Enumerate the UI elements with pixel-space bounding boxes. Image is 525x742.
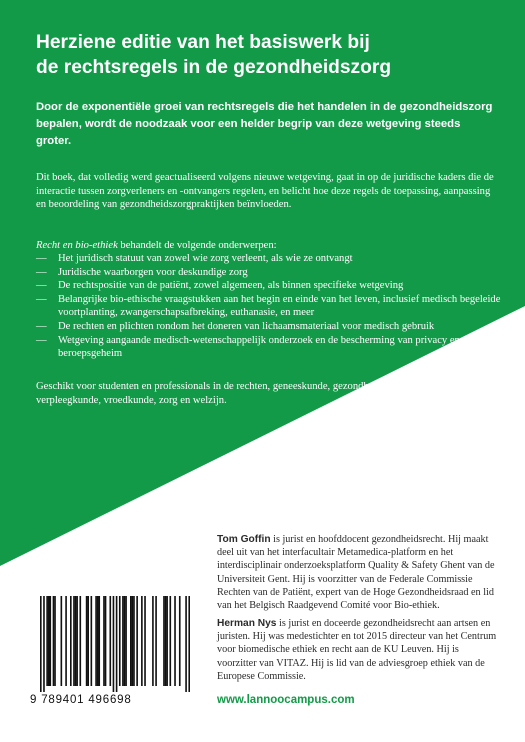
barcode-bar [141, 596, 143, 686]
barcode-bar [95, 596, 97, 686]
publisher-website-link[interactable]: www.lannoocampus.com [217, 694, 355, 706]
barcode-bar [133, 596, 135, 686]
book-title-italic: Recht en bio-ethiek [36, 240, 118, 251]
title-line-2: de rechtsregels in de gezondheidszorg [36, 57, 392, 78]
topic-text: Het juridisch statuut van zowel wie zorg verleent, als wie ze ontvangt [58, 253, 353, 264]
topic-item [36, 320, 506, 334]
audience-text: Geschikt voor studenten en professionals in de rechten, geneeskunde, gezondheidszorg, verpleegkunde, vroedkunde, zorg en welzijn. [36, 381, 408, 406]
barcode-bar [155, 596, 157, 686]
barcode-bar [119, 596, 121, 686]
barcode-bar [130, 596, 132, 686]
topic-item [36, 279, 506, 293]
barcode-bar [152, 596, 154, 686]
barcode-bar [124, 596, 126, 686]
barcode-bar [54, 596, 56, 686]
barcode-bar [86, 596, 88, 686]
isbn-number: 9 789401 496698 [30, 694, 132, 706]
barcode-bar [105, 596, 107, 686]
barcode-bar [136, 596, 138, 686]
title-line-1: Herziene editie van het basiswerk bij [36, 32, 370, 53]
barcode-bar [165, 596, 167, 686]
topic-item [36, 252, 506, 266]
author-name: Herman Nys [217, 618, 277, 629]
topics-intro [36, 239, 496, 253]
topic-text: Juridische waarborgen voor deskundige zorg [58, 266, 248, 278]
dash-marker: — [36, 293, 47, 305]
topics-list [36, 252, 506, 361]
author-bio-nys [217, 617, 497, 683]
topic-item [36, 266, 506, 280]
barcode-bar [188, 596, 190, 692]
barcode-bar [163, 596, 165, 686]
barcode-bar [179, 596, 181, 686]
cover-title [36, 30, 476, 80]
barcode-bar [61, 596, 63, 686]
barcode-bar [53, 596, 55, 686]
barcode-bar [174, 596, 176, 686]
barcode-icon [40, 596, 190, 694]
dash-marker: — [36, 266, 47, 278]
dash-marker: — [36, 334, 47, 346]
barcode-bar [103, 596, 105, 686]
barcode-bar [46, 596, 48, 686]
topic-text: De rechten en plichten rondom het doneren van lichaamsmateriaal voor medisch gebruik [58, 320, 435, 332]
barcode-bar [65, 596, 67, 686]
barcode-bar [79, 596, 81, 686]
author-bio-text: is jurist en doceerde gezondheidsrecht aan artsen en juristen. Hij was medestichter en tot 2015 directeur van het Centrum voor biomedische ethiek en recht aan de KU Leuven. Hij is voorzitter van VITAZ. Hij is lid van de adviesgroep ethiek van de Europese Commissie. [217, 618, 497, 682]
barcode-bar [75, 596, 77, 686]
lead-paragraph: Door de exponentiële groei van rechtsregels die het handelen in de gezondheidszorg bepalen, wordt de noodzaak voor een helder begrip van deze wetgeving steeds groter. [36, 101, 493, 148]
barcode-bar [98, 596, 100, 686]
barcode-bar [70, 596, 72, 686]
barcode-bar [113, 596, 115, 692]
topics-intro-text: behandelt de volgende onderwerpen: [117, 240, 277, 251]
dash-marker: — [36, 280, 47, 292]
barcode-bar [122, 596, 124, 686]
topic-item [36, 293, 506, 320]
barcode-bar [169, 596, 171, 686]
barcode-bar [49, 596, 51, 686]
author-name: Tom Goffin [217, 534, 271, 545]
topic-text: Wetgeving aangaande medisch-wetenschappelijk onderzoek en de bescherming van privacy en beroepsgeheim [58, 334, 460, 360]
description-paragraph: Dit boek, dat volledig werd geactualiseerd volgens nieuwe wetgeving, gaat in op de juridische kaders die de interactie tussen zorgverleners en -ontvangers regelen, en belicht hoe deze regels de toepassing, aanpassing en beoordeling van gezondheidszorgpraktijken beïnvloeden. [36, 172, 494, 211]
barcode-bar [73, 596, 75, 686]
barcode-bar [76, 596, 78, 686]
topic-item [36, 334, 506, 361]
barcode-bar [125, 596, 127, 686]
barcode-bar [43, 596, 45, 692]
barcode-bar [185, 596, 187, 692]
barcode-bar [132, 596, 134, 686]
barcode-bar [97, 596, 99, 686]
barcode-bar [144, 596, 146, 686]
barcode-bar [116, 596, 118, 692]
barcode-bar [91, 596, 93, 686]
author-bio-goffin [217, 533, 497, 612]
dash-marker: — [36, 253, 47, 264]
barcode-bar [109, 596, 111, 686]
topic-text: De rechtspositie van de patiënt, zowel algemeen, als binnen specifieke wetgeving [58, 280, 404, 292]
barcode-bar [166, 596, 168, 686]
barcode-bar [40, 596, 42, 692]
barcode-bar [87, 596, 89, 686]
isbn-barcode [30, 596, 200, 706]
author-bio-text: is jurist en hoofddocent gezondheidsrecht. Hij maakt deel uit van het interfacultair Metamedica-platform en het interdisciplinair onderzoeksplatform Quality & Safety Ghent van de Universiteit Gent. Hij is voorzitter van de Federale Commissie Rechten van de Patiënt, expert van de Hoge Gezondheidsraad en lid van het Belgisch Raadgevend Comité voor Bio-ethiek. [217, 534, 495, 612]
dash-marker: — [36, 320, 47, 332]
topic-text: Belangrijke bio-ethische vraagstukken aan het begin en einde van het leven, inclusief medisch begeleide voortplanting, zwangerschapsafbreking, euthanasie, en meer [58, 293, 501, 319]
barcode-bar [48, 596, 50, 686]
